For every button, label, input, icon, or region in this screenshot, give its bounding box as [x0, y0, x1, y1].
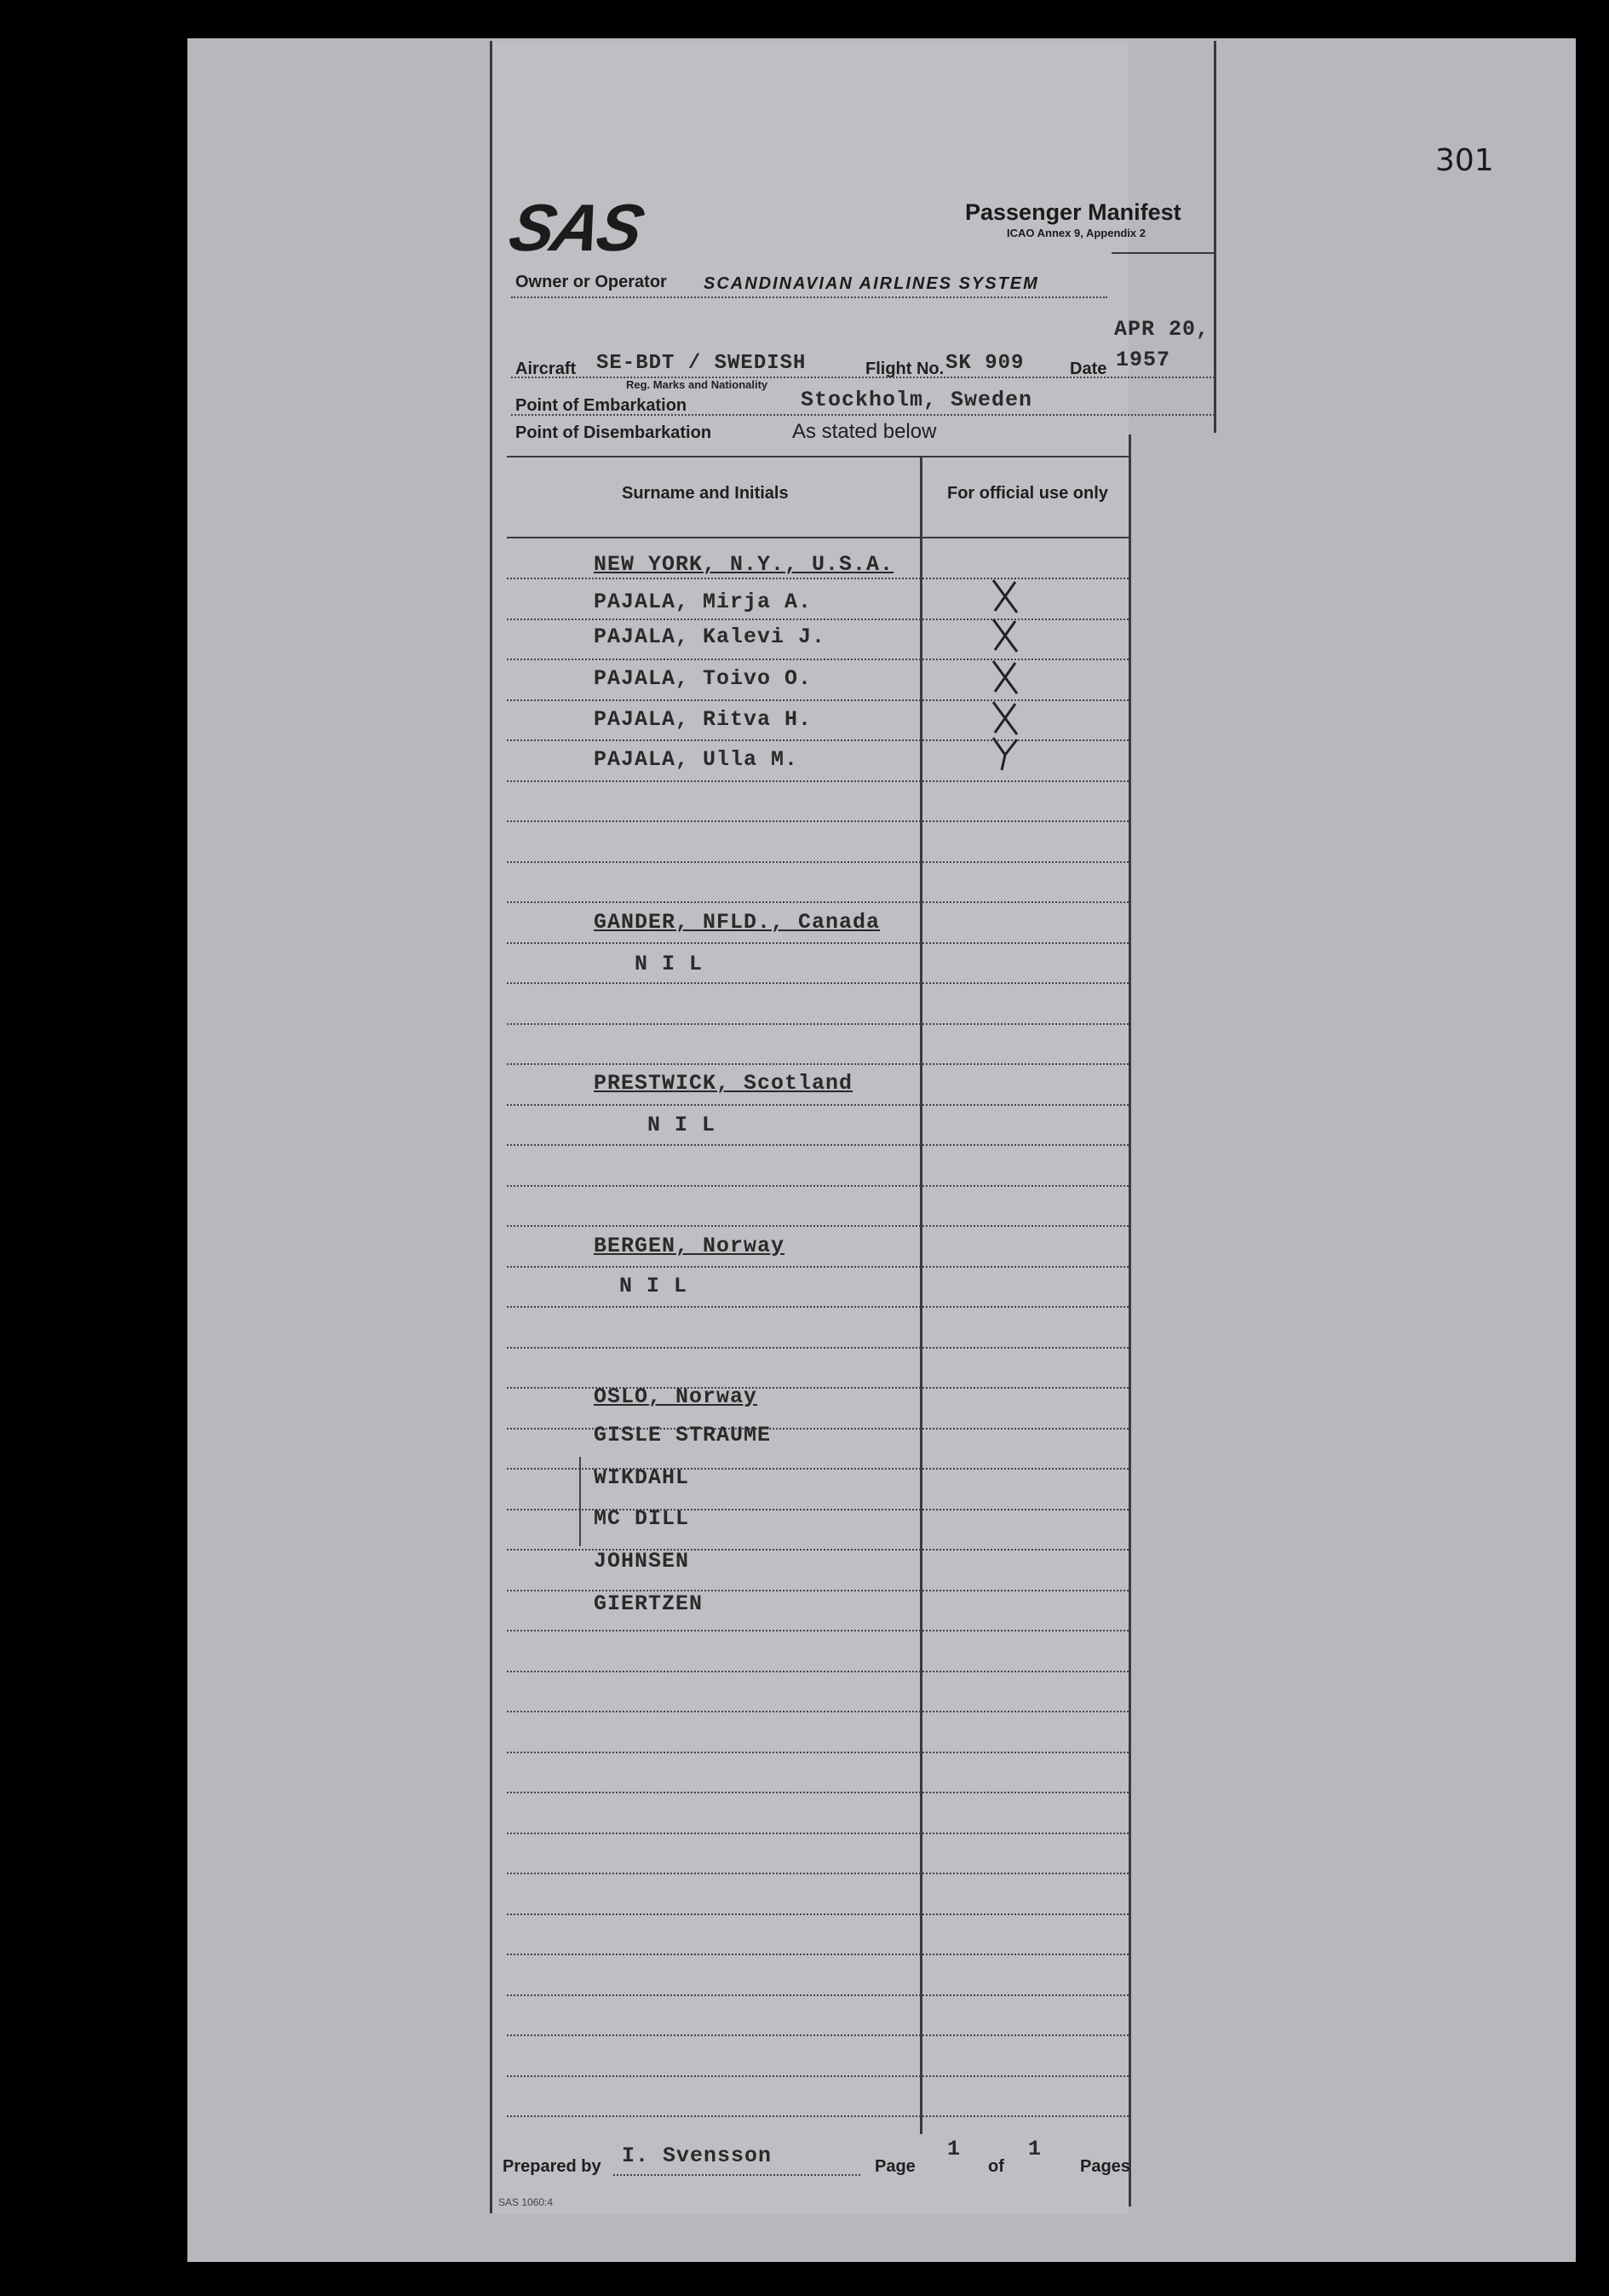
nil-entry: N I L: [635, 952, 704, 976]
page-value: 1: [947, 2137, 962, 2161]
date-line2: 1957: [1116, 348, 1171, 372]
col-official-header: For official use only: [947, 484, 1108, 503]
ruled-line: [507, 1671, 1129, 1672]
header-bottom-rule: [507, 537, 1130, 538]
ruled-line: [507, 1994, 1129, 1996]
disembark-value: As stated below: [792, 420, 937, 443]
ruled-line: [507, 942, 1129, 944]
pages-label: Pages: [1080, 2157, 1130, 2176]
ruled-line: [507, 1225, 1129, 1227]
ruled-line: [507, 2075, 1129, 2077]
ruled-line: [507, 1711, 1129, 1712]
ruled-line: [507, 1347, 1129, 1349]
embark-value: Stockholm, Sweden: [801, 388, 1033, 412]
form-code: SAS 1060:4: [498, 2196, 554, 2208]
bracket-mark: [579, 1457, 581, 1546]
official-check-mark: [986, 699, 1024, 738]
ruled-line: [507, 1144, 1129, 1146]
page-number: 301: [1435, 143, 1494, 178]
operator-box-rule: [1112, 252, 1214, 254]
sas-logo: SAS: [503, 190, 648, 265]
official-check-mark: [986, 577, 1024, 616]
ruled-line: [507, 1063, 1129, 1065]
ruled-line: [507, 901, 1129, 903]
prepared-line: [613, 2174, 860, 2176]
passenger-row: WIKDAHL: [594, 1465, 690, 1490]
form-left-border: [490, 41, 492, 2213]
official-check-mark: [986, 658, 1024, 697]
prepared-value: I. Svensson: [622, 2144, 773, 2168]
date-line1: APR 20,: [1114, 317, 1210, 342]
destination-heading-bergen: BERGEN, Norway: [594, 1234, 785, 1258]
ruled-line: [507, 1023, 1129, 1025]
ruled-line: [507, 1630, 1129, 1631]
of-value: 1: [1028, 2137, 1043, 2161]
passenger-row: PAJALA, Kalevi J.: [594, 624, 826, 649]
destination-heading-prestwick: PRESTWICK, Scotland: [594, 1071, 853, 1096]
ruled-line: [507, 1873, 1129, 1874]
flight-value: SK 909: [945, 352, 1025, 375]
ruled-line: [507, 1913, 1129, 1915]
ruled-line: [507, 1185, 1129, 1187]
destination-heading-new-york: NEW YORK, N.Y., U.S.A.: [594, 552, 894, 577]
of-label: of: [988, 2157, 1004, 2176]
ruled-line: [507, 2115, 1129, 2117]
destination-heading-oslo: OSLO, Norway: [594, 1384, 758, 1409]
ruled-line: [507, 982, 1129, 984]
form-right-border-top: [1214, 41, 1216, 433]
table-top-rule: [507, 456, 1130, 457]
official-check-mark: [986, 616, 1024, 655]
passenger-row: JOHNSEN: [594, 1549, 690, 1574]
aircraft-line: [511, 377, 1215, 378]
form-subtitle: ICAO Annex 9, Appendix 2: [1007, 227, 1146, 239]
official-check-mark: [986, 734, 1024, 774]
ruled-line: [507, 780, 1129, 782]
date-label: Date: [1070, 360, 1107, 378]
ruled-line: [507, 861, 1129, 863]
ruled-line: [507, 699, 1129, 701]
form-right-border: [1129, 434, 1131, 2207]
ruled-line: [507, 2034, 1129, 2036]
page-label: Page: [875, 2157, 916, 2176]
nil-entry: N I L: [647, 1113, 716, 1137]
disembark-label: Point of Disembarkation: [515, 423, 712, 442]
ruled-line: [507, 1792, 1129, 1793]
ruled-line: [507, 619, 1129, 620]
passenger-row: GIERTZEN: [594, 1591, 704, 1616]
form-title: Passenger Manifest: [965, 199, 1181, 225]
owner-label: Owner or Operator: [515, 273, 667, 291]
owner-value: SCANDINAVIAN AIRLINES SYSTEM: [704, 274, 1039, 293]
flight-label: Flight No.: [865, 360, 945, 378]
ruled-line: [507, 1306, 1129, 1308]
col-names-header: Surname and Initials: [622, 484, 789, 503]
passenger-row: PAJALA, Toivo O.: [594, 666, 813, 691]
reg-note: Reg. Marks and Nationality: [626, 378, 768, 391]
column-divider: [920, 456, 922, 2134]
prepared-label: Prepared by: [503, 2157, 601, 2176]
ruled-line: [507, 1266, 1129, 1268]
passenger-row: PAJALA, Mirja A.: [594, 590, 813, 614]
aircraft-value: SE-BDT / SWEDISH: [596, 352, 807, 375]
ruled-line: [507, 1833, 1129, 1834]
manifest-form: [490, 41, 1129, 2213]
passenger-row: GISLE STRAUME: [594, 1423, 772, 1447]
embark-line: [511, 414, 1215, 416]
ruled-line: [507, 578, 1129, 579]
nil-entry: N I L: [619, 1274, 688, 1298]
ruled-line: [507, 1954, 1129, 1955]
aircraft-label: Aircraft: [515, 360, 577, 378]
owner-line: [511, 296, 1107, 298]
ruled-line: [507, 1104, 1129, 1106]
ruled-line: [507, 820, 1129, 822]
ruled-line: [507, 659, 1129, 660]
destination-heading-gander: GANDER, NFLD., Canada: [594, 910, 881, 935]
ruled-line: [507, 739, 1129, 741]
embark-label: Point of Embarkation: [515, 396, 687, 415]
passenger-row: PAJALA, Ulla M.: [594, 747, 799, 772]
ruled-line: [507, 1752, 1129, 1753]
passenger-row: MC DILL: [594, 1506, 690, 1531]
passenger-row: PAJALA, Ritva H.: [594, 707, 813, 732]
